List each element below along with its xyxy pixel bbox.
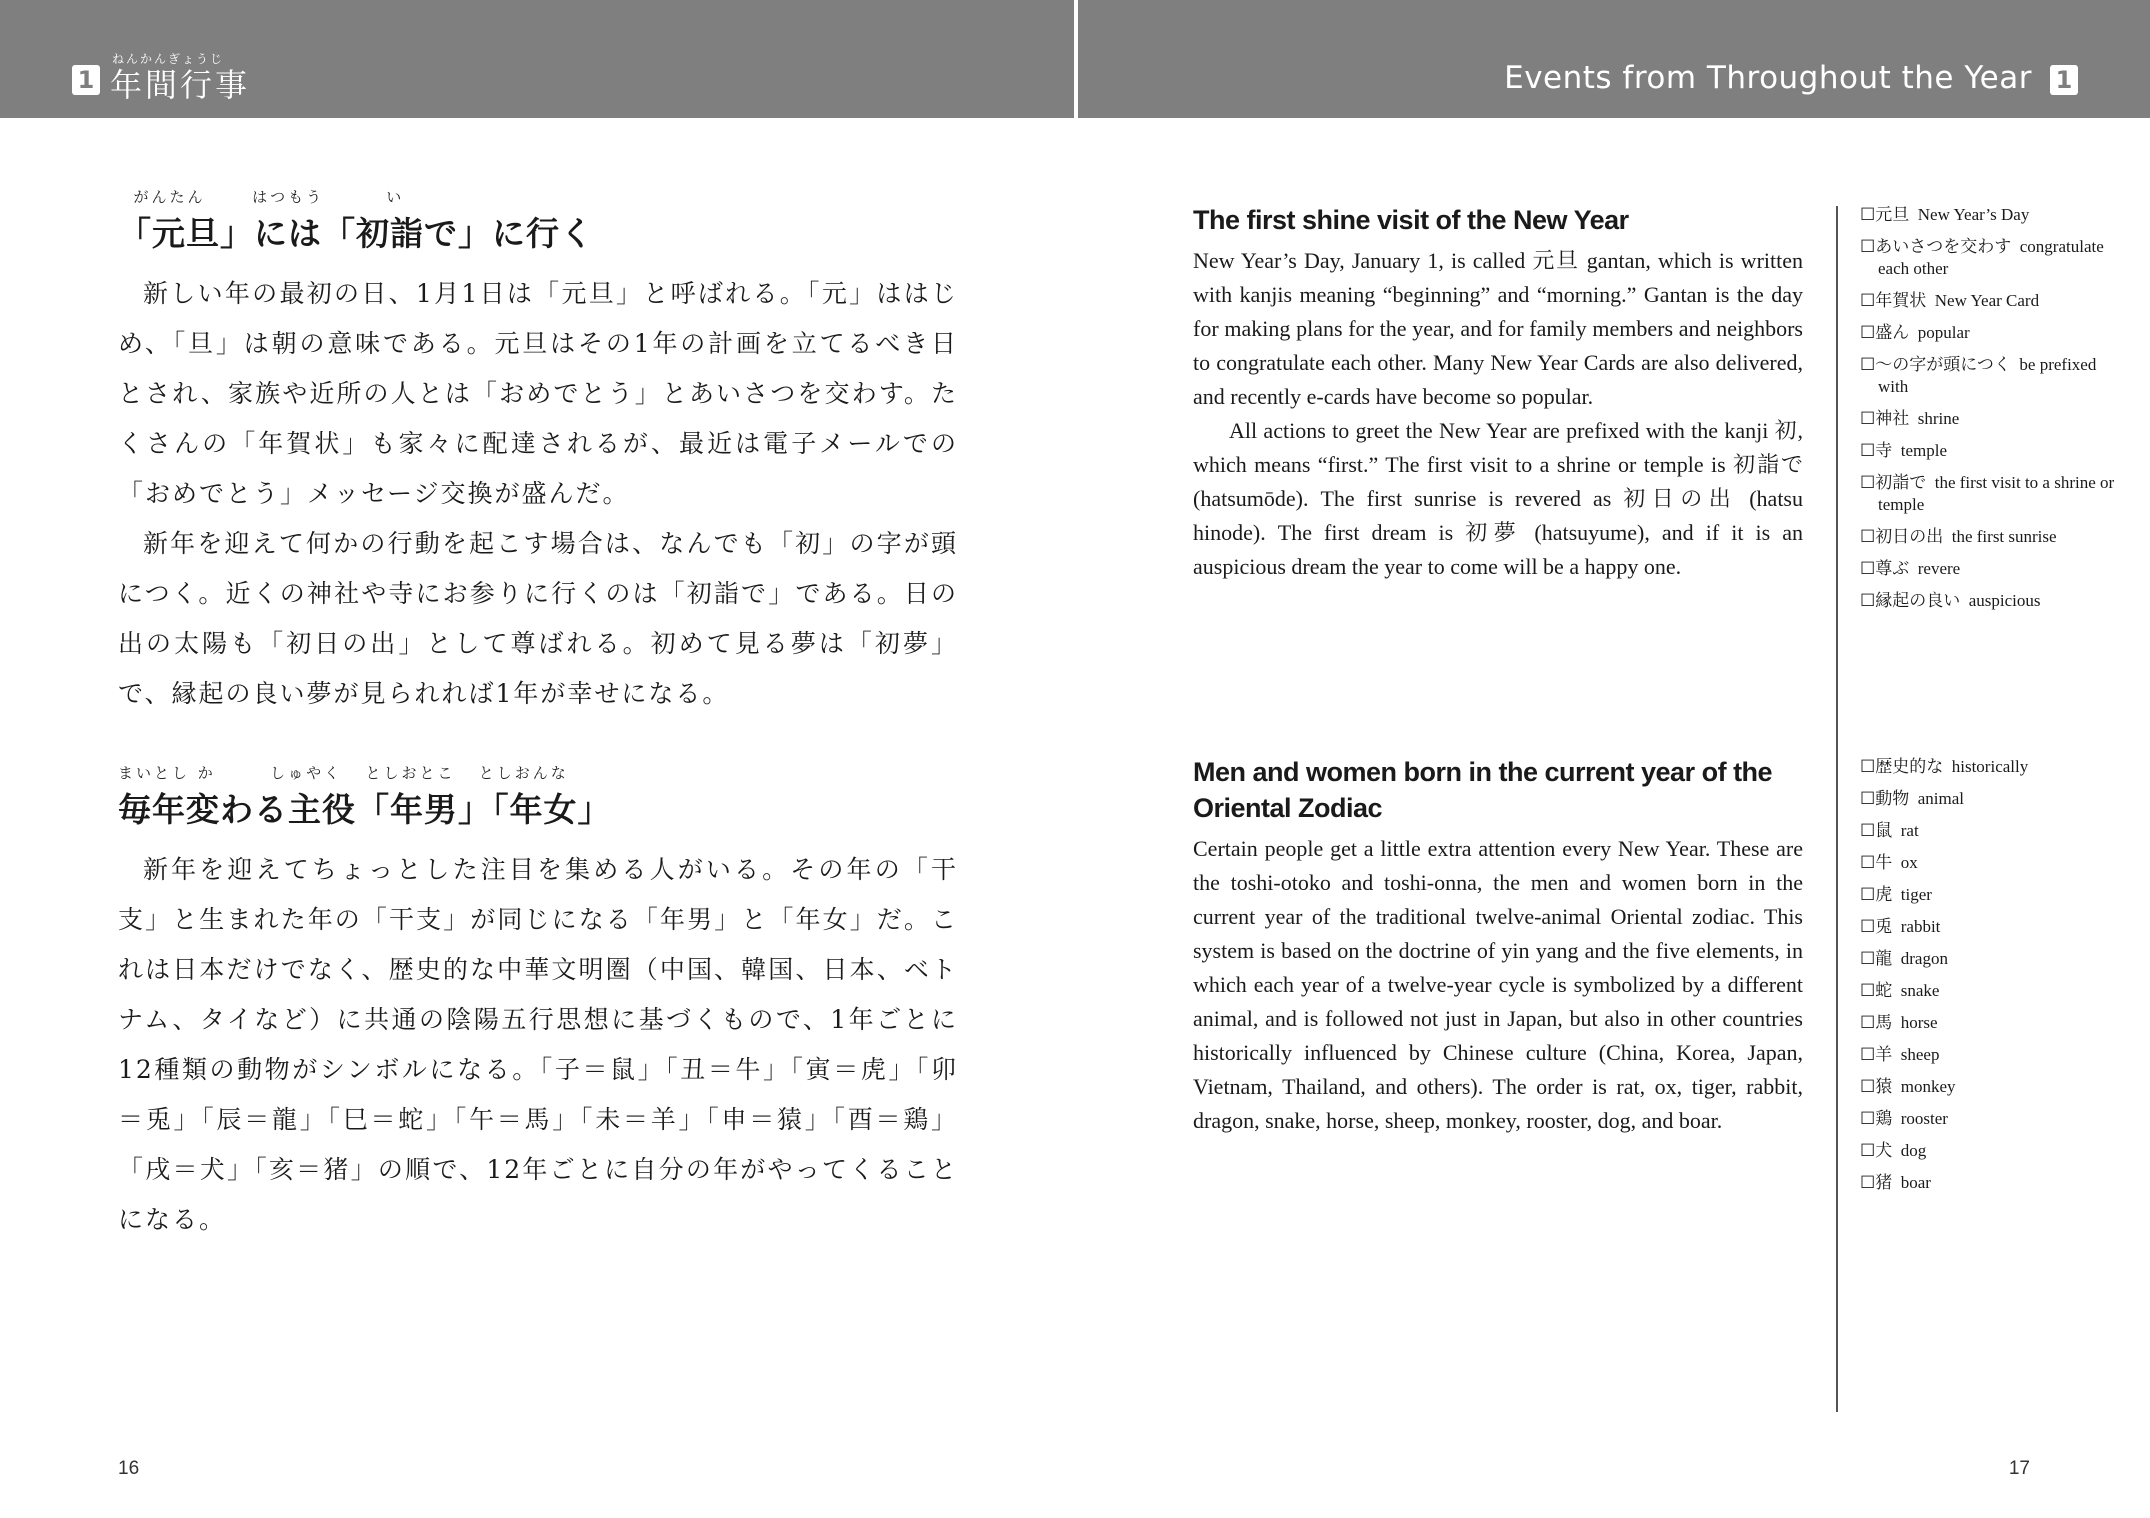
checkbox-icon[interactable]: ☐ — [1860, 291, 1876, 310]
en-paragraph: All actions to greet the New Year are prefixed with the kanji 初, which means “first.” The first visit to a shrine or temple is 初詣で (hatsumōde). The first sunrise is revered as 初日の出 (hatsu hinode). The first dream is 初夢 (hatsuyume), and if it is an auspicious dream the year to come will be a happy one. — [1193, 418, 1803, 579]
vocab-item — [1860, 916, 2120, 938]
vocab-term-jp: 年賀状 — [1875, 291, 1927, 310]
vocab-item — [1860, 884, 2120, 906]
vocab-item — [1860, 1108, 2120, 1130]
vocab-term-en: be prefixed with — [1878, 355, 2097, 396]
vocab-term-jp: 虎 — [1875, 885, 1893, 904]
vocab-item — [1860, 472, 2120, 516]
vocab-term-en: New Year Card — [1934, 291, 2040, 310]
vocab-term-en: rat — [1900, 821, 1919, 840]
en-section-gantan — [1193, 202, 1803, 584]
jp-section-title-ruby: がんたん はつもう い — [118, 188, 405, 206]
vocab-item — [1860, 290, 2120, 312]
en-section-title: Men and women born in the current year of the Oriental Zodiac — [1193, 757, 1773, 823]
checkbox-icon[interactable]: ☐ — [1860, 885, 1876, 904]
checkbox-icon[interactable]: ☐ — [1860, 1077, 1876, 1096]
en-paragraph: New Year’s Day, January 1, is called 元旦 gantan, which is written with kanjis meaning “beginning” and “morning.” Gantan is the day for making plans for the year, and for family members and neighbors to congratulate each other. Many New Year Cards are also delivered, and recently e-cards have become so popular. — [1193, 248, 1803, 409]
vocab-term-jp: 馬 — [1875, 1013, 1893, 1032]
vocab-term-en: dragon — [1900, 949, 1948, 968]
vocab-term-jp: 盛ん — [1875, 323, 1910, 342]
checkbox-icon[interactable]: ☐ — [1860, 1109, 1876, 1128]
vocab-item — [1860, 1076, 2120, 1098]
checkbox-icon[interactable]: ☐ — [1860, 821, 1876, 840]
vocab-item — [1860, 980, 2120, 1002]
vocab-term-en: animal — [1917, 789, 1965, 808]
checkbox-icon[interactable]: ☐ — [1860, 981, 1876, 1000]
vocab-term-en: New Year’s Day — [1917, 205, 2030, 224]
vocab-divider — [1836, 206, 1838, 1412]
page-number-left: 16 — [118, 1458, 140, 1479]
chapter-number-badge: 1 — [72, 65, 100, 95]
checkbox-icon[interactable]: ☐ — [1860, 559, 1876, 578]
vocab-term-jp: 牛 — [1875, 853, 1893, 872]
vocab-term-en: snake — [1900, 981, 1940, 1000]
vocab-term-jp: 鼠 — [1875, 821, 1893, 840]
vocab-item — [1860, 354, 2120, 398]
vocab-item — [1860, 1172, 2120, 1194]
vocab-term-jp: 鶏 — [1875, 1109, 1893, 1128]
vocab-term-jp: 縁起の良い — [1875, 591, 1961, 610]
checkbox-icon[interactable]: ☐ — [1860, 1173, 1876, 1192]
vocab-term-en: sheep — [1900, 1045, 1940, 1064]
vocab-term-jp: 猿 — [1875, 1077, 1893, 1096]
vocab-item — [1860, 1012, 2120, 1034]
jp-section-title-ruby: まいとし か しゅやく としおとこ としおんな — [118, 764, 569, 782]
vocab-term-jp: 犬 — [1875, 1141, 1893, 1160]
vocab-term-en: revere — [1917, 559, 1961, 578]
vocab-term-en: the first visit to a shrine or temple — [1878, 473, 2115, 514]
chapter-number-badge-right: 1 — [2050, 65, 2078, 95]
vocab-term-en: monkey — [1900, 1077, 1956, 1096]
vocab-item — [1860, 440, 2120, 462]
vocab-term-en: popular — [1917, 323, 1970, 342]
vocab-term-en: auspicious — [1968, 591, 2041, 610]
vocab-list-zodiac — [1860, 756, 2120, 1204]
vocab-term-jp: 動物 — [1875, 789, 1910, 808]
vocab-term-jp: 尊ぶ — [1875, 559, 1910, 578]
vocab-term-jp: 神社 — [1875, 409, 1910, 428]
vocab-term-jp: 蛇 — [1875, 981, 1893, 1000]
jp-paragraph: 新年を迎えてちょっとした注目を集める人がいる。その年の「干支」と生まれた年の「干支」が同じになる「年男」と「年女」だ。これは日本だけでなく、歴史的な中華文明圏（中国、韓国、日本、ベトナム、タイなど）に共通の陰陽五行思想に基づくもので、1年ごとに12種類の動物がシンボルになる。「子＝鼠」「丑＝牛」「寅＝虎」「卯＝兎」「辰＝龍」「巳＝蛇」「午＝馬」「未＝羊」「申＝猿」「酉＝鶏」「戌＝犬」「亥＝猪」の順で、12年ごとに自分の年がやってくることになる。 — [118, 855, 958, 1234]
en-section-zodiac — [1193, 754, 1803, 1138]
en-paragraph: Certain people get a little extra attention every New Year. These are the toshi-otoko and toshi-onna, the men and women born in the current year of the traditional twelve-animal Oriental zodiac. This system is based on the doctrine of yin yang and the five elements, in which each year of a twelve-year cycle is symbolized by a different animal, and is followed not just in Japan, but also in other countries historically influenced by Chinese culture (China, Korea, Japan, Vietnam, Thailand, and others). The order is rat, ox, tiger, rabbit, dragon, snake, horse, sheep, monkey, rooster, dog, and boar. — [1193, 836, 1803, 1133]
vocab-item — [1860, 820, 2120, 842]
vocab-term-en: ox — [1900, 853, 1918, 872]
jp-paragraph: 新年を迎えて何かの行動を起こす場合は、なんでも「初」の字が頭につく。近くの神社や寺にお参りに行くのは「初詣で」である。日の出の太陽も「初日の出」として尊ばれる。初めて見る夢は「初夢」で、縁起の良い夢が見られれば1年が幸せになる。 — [118, 529, 958, 708]
vocab-item — [1860, 204, 2120, 226]
vocab-term-en: the first sunrise — [1951, 527, 2057, 546]
checkbox-icon[interactable]: ☐ — [1860, 323, 1876, 342]
vocab-term-en: tiger — [1900, 885, 1932, 904]
vocab-term-en: historically — [1951, 757, 2029, 776]
vocab-term-jp: ～の字が頭につく — [1875, 355, 2011, 374]
vocab-term-en: rabbit — [1900, 917, 1941, 936]
checkbox-icon[interactable]: ☐ — [1860, 789, 1876, 808]
vocab-term-jp: 兎 — [1875, 917, 1893, 936]
vocab-term-jp: 羊 — [1875, 1045, 1893, 1064]
vocab-term-en: boar — [1900, 1173, 1931, 1192]
vocab-term-en: rooster — [1900, 1109, 1948, 1128]
checkbox-icon[interactable]: ☐ — [1860, 1013, 1876, 1032]
jp-section-toshiotoko — [118, 762, 958, 1245]
jp-section-gantan — [118, 186, 958, 719]
vocab-term-jp: あいさつを交わす — [1875, 237, 2012, 256]
vocab-item — [1860, 852, 2120, 874]
left-header-bar — [0, 0, 1074, 118]
vocab-item — [1860, 322, 2120, 344]
vocab-item — [1860, 526, 2120, 548]
chapter-title-ruby: ねんかんぎょうじ — [112, 52, 225, 66]
vocab-term-jp: 初詣で — [1875, 473, 1927, 492]
vocab-item — [1860, 1044, 2120, 1066]
checkbox-icon[interactable]: ☐ — [1860, 527, 1876, 546]
page-number-right: 17 — [2008, 1458, 2030, 1479]
checkbox-icon[interactable]: ☐ — [1860, 441, 1876, 460]
vocab-item — [1860, 756, 2120, 778]
jp-section-title: 毎年変わる主役「年男」「年女」 — [118, 790, 612, 829]
jp-section-title: 「元旦」には「初詣で」に行く — [118, 214, 594, 253]
vocab-term-en: temple — [1900, 441, 1948, 460]
vocab-term-en: horse — [1900, 1013, 1938, 1032]
vocab-term-en: shrine — [1917, 409, 1960, 428]
checkbox-icon[interactable]: ☐ — [1860, 853, 1876, 872]
checkbox-icon[interactable]: ☐ — [1860, 237, 1876, 256]
checkbox-icon[interactable]: ☐ — [1860, 409, 1876, 428]
checkbox-icon[interactable]: ☐ — [1860, 591, 1876, 610]
vocab-item — [1860, 408, 2120, 430]
vocab-item — [1860, 558, 2120, 580]
right-header-bar — [1078, 0, 2150, 118]
checkbox-icon[interactable]: ☐ — [1860, 757, 1876, 776]
vocab-term-jp: 初日の出 — [1875, 527, 1944, 546]
checkbox-icon[interactable]: ☐ — [1860, 917, 1876, 936]
vocab-item — [1860, 788, 2120, 810]
vocab-item — [1860, 590, 2120, 612]
vocab-term-jp: 元旦 — [1875, 205, 1910, 224]
vocab-term-en: congratulate each other — [1878, 237, 2104, 278]
vocab-term-jp: 猪 — [1875, 1173, 1893, 1192]
vocab-item — [1860, 236, 2120, 280]
vocab-term-jp: 寺 — [1875, 441, 1893, 460]
vocab-term-en: dog — [1900, 1141, 1927, 1160]
chapter-title-en: Events from Throughout the Year — [1504, 60, 2032, 96]
checkbox-icon[interactable]: ☐ — [1860, 205, 1876, 224]
checkbox-icon[interactable]: ☐ — [1860, 1045, 1876, 1064]
vocab-term-jp: 歴史的な — [1875, 757, 1944, 776]
checkbox-icon[interactable]: ☐ — [1860, 1141, 1876, 1160]
vocab-item — [1860, 948, 2120, 970]
jp-paragraph: 新しい年の最初の日、1月1日は「元旦」と呼ばれる。「元」ははじめ、「旦」は朝の意味である。元旦はその1年の計画を立てるべき日とされ、家族や近所の人とは「おめでとう」とあいさつを交わす。たくさんの「年賀状」も家々に配達されるが、最近は電子メールでの「おめでとう」メッセージ交換が盛んだ。 — [118, 279, 958, 508]
vocab-item — [1860, 1140, 2120, 1162]
chapter-title-jp: 年間行事 — [110, 66, 251, 104]
checkbox-icon[interactable]: ☐ — [1860, 949, 1876, 968]
checkbox-icon[interactable]: ☐ — [1860, 473, 1876, 492]
vocab-term-jp: 龍 — [1875, 949, 1893, 968]
checkbox-icon[interactable]: ☐ — [1860, 355, 1876, 374]
en-section-title: The first shine visit of the New Year — [1193, 205, 1629, 235]
vocab-list-gantan — [1860, 204, 2120, 622]
